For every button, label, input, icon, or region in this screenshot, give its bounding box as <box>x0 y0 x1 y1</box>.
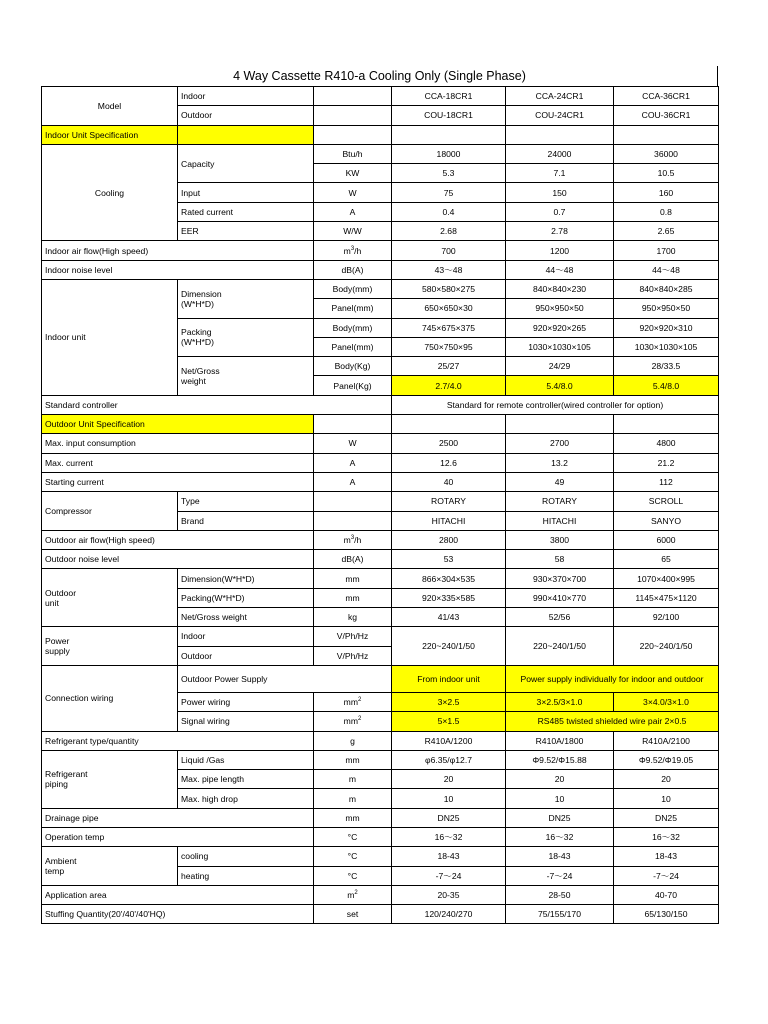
sub-label: Outdoor <box>178 106 314 125</box>
row-label-stuffing-quantity: Stuffing Quantity(20'/40'/40'HQ) <box>42 905 314 924</box>
row-label-standard-controller: Standard controller <box>42 395 392 414</box>
value-cell: 2500 <box>392 434 506 453</box>
unit-cell: °C <box>314 866 392 885</box>
value-cell: 5×1.5 <box>392 712 506 731</box>
unit-cell: $m^3/h$ <box>314 530 392 549</box>
value-cell: 920×920×310 <box>614 318 719 337</box>
value-cell: 10.5 <box>614 164 719 183</box>
row-label-refrigerant-piping: Refrigerant piping <box>42 750 178 808</box>
value-cell: 10 <box>392 789 506 808</box>
value-cell: 2.78 <box>506 222 614 241</box>
value-cell: 4800 <box>614 434 719 453</box>
section-heading-outdoor: Outdoor Unit Specification <box>42 415 314 434</box>
table-row <box>42 550 719 569</box>
unit-cell: mm <box>314 569 392 588</box>
value-cell: 1070×400×995 <box>614 569 719 588</box>
value-cell: 16～32 <box>506 827 614 846</box>
value-cell: DN25 <box>392 808 506 827</box>
value-cell: 52/56 <box>506 608 614 627</box>
value-cell: HITACHI <box>506 511 614 530</box>
value-cell: 5.4/8.0 <box>614 376 719 395</box>
value-cell: 24000 <box>506 144 614 163</box>
table-row <box>42 905 719 924</box>
value-cell: 1030×1030×105 <box>506 337 614 356</box>
table-row <box>42 827 719 846</box>
value-cell: 650×650×30 <box>392 299 506 318</box>
value-cell: -7～24 <box>506 866 614 885</box>
sub-label: cooling <box>178 847 314 866</box>
value-cell: From indoor unit <box>392 665 506 692</box>
row-label-cooling: Cooling <box>42 144 178 240</box>
value-cell: 150 <box>506 183 614 202</box>
row-label-compressor: Compressor <box>42 492 178 531</box>
value-cell: 65/130/150 <box>614 905 719 924</box>
unit-cell: $m^3/h$ <box>314 241 392 260</box>
unit-cell: Body(Kg) <box>314 357 392 376</box>
row-label-outdoor-airflow: Outdoor air flow(High speed) <box>42 530 314 549</box>
sub-label: Outdoor Power Supply <box>178 665 392 692</box>
sub-label: Outdoor <box>178 646 314 665</box>
value-cell: 112 <box>614 472 719 491</box>
row-label-operation-temp: Operation temp <box>42 827 314 846</box>
table-row <box>42 144 719 163</box>
value-cell: SCROLL <box>614 492 719 511</box>
table-row <box>42 453 719 472</box>
value-cell: 49 <box>506 472 614 491</box>
value-cell: 160 <box>614 183 719 202</box>
row-label-power-supply: Power supply <box>42 627 178 666</box>
unit-cell: Btu/h <box>314 144 392 163</box>
value-cell: 18-43 <box>614 847 719 866</box>
unit-cell: W <box>314 183 392 202</box>
unit-cell: A <box>314 453 392 472</box>
unit-cell: mm <box>314 808 392 827</box>
value-cell: HITACHI <box>392 511 506 530</box>
unit-cell: set <box>314 905 392 924</box>
unit-cell: V/Ph/Hz <box>314 646 392 665</box>
value-cell: 43～48 <box>392 260 506 279</box>
value-cell: COU-18CR1 <box>392 106 506 125</box>
sheet-title: 4 Way Cassette R410-a Cooling Only (Single Phase) <box>233 69 526 83</box>
table-row <box>42 885 719 904</box>
value-cell: 840×840×230 <box>506 279 614 298</box>
unit-cell <box>314 492 392 511</box>
sub-label: heating <box>178 866 314 885</box>
value-cell: 6000 <box>614 530 719 549</box>
value-cell: 0.4 <box>392 202 506 221</box>
sub-label: Capacity <box>178 144 314 183</box>
value-cell: 700 <box>392 241 506 260</box>
table-row <box>42 260 719 279</box>
table-row <box>42 731 719 750</box>
value-cell: RS485 twisted shielded wire pair 2×0.5 <box>506 712 719 731</box>
table-row <box>42 627 719 646</box>
value-cell: CCA-24CR1 <box>506 87 614 106</box>
value-cell: 20 <box>506 770 614 789</box>
value-cell: 745×675×375 <box>392 318 506 337</box>
value-cell: 18000 <box>392 144 506 163</box>
value-cell: 1200 <box>506 241 614 260</box>
value-cell: 75/155/170 <box>506 905 614 924</box>
value-cell: 58 <box>506 550 614 569</box>
value-cell: 1700 <box>614 241 719 260</box>
unit-cell: Panel(Kg) <box>314 376 392 395</box>
value-cell: -7～24 <box>614 866 719 885</box>
value-cell: 840×840×285 <box>614 279 719 298</box>
sub-label: Signal wiring <box>178 712 314 731</box>
value-cell: 10 <box>506 789 614 808</box>
sub-label: Max. high drop <box>178 789 314 808</box>
section-heading-indoor: Indoor Unit Specification <box>42 125 178 144</box>
table-row <box>42 530 719 549</box>
sub-label: Packing(W*H*D) <box>178 588 314 607</box>
sub-label: Indoor <box>178 627 314 646</box>
value-cell: 24/29 <box>506 357 614 376</box>
value-cell: 0.7 <box>506 202 614 221</box>
unit-cell: A <box>314 472 392 491</box>
value-cell: 16～32 <box>614 827 719 846</box>
unit-cell: °C <box>314 847 392 866</box>
sub-label: Power wiring <box>178 692 314 711</box>
value-cell: 92/100 <box>614 608 719 627</box>
value-cell: DN25 <box>506 808 614 827</box>
unit-cell: g <box>314 731 392 750</box>
value-cell: 750×750×95 <box>392 337 506 356</box>
row-label-connection-wiring: Connection wiring <box>42 665 178 731</box>
table-row <box>42 492 719 511</box>
unit-cell: dB(A) <box>314 550 392 569</box>
unit-cell: m <box>314 789 392 808</box>
unit-cell <box>314 106 392 125</box>
value-cell: 41/43 <box>392 608 506 627</box>
unit-cell: Panel(mm) <box>314 337 392 356</box>
value-cell: 12.6 <box>392 453 506 472</box>
value-cell: 44～48 <box>506 260 614 279</box>
table-row <box>42 395 719 414</box>
value-cell: 28/33.5 <box>614 357 719 376</box>
sub-label: EER <box>178 222 314 241</box>
unit-cell: Body(mm) <box>314 318 392 337</box>
value-cell: 16～32 <box>392 827 506 846</box>
row-label-indoor-airflow: Indoor air flow(High speed) <box>42 241 314 260</box>
unit-cell: dB(A) <box>314 260 392 279</box>
value-cell: DN25 <box>614 808 719 827</box>
unit-cell: m <box>314 770 392 789</box>
table-row <box>42 415 719 434</box>
row-label-indoor-unit: Indoor unit <box>42 279 178 395</box>
value-cell: 40-70 <box>614 885 719 904</box>
table-row <box>42 665 719 692</box>
value-cell: 220~240/1/50 <box>506 627 614 666</box>
value-cell: 3×2.5 <box>392 692 506 711</box>
sub-label: Max. pipe length <box>178 770 314 789</box>
value-cell: SANYO <box>614 511 719 530</box>
sub-label: Net/Gross weight <box>178 608 314 627</box>
value-cell: Power supply individually for indoor and outdoor <box>506 665 719 692</box>
sub-label: Net/Gross weight <box>178 357 314 396</box>
value-cell: R410A/1800 <box>506 731 614 750</box>
value-cell: 10 <box>614 789 719 808</box>
table-row <box>42 279 719 298</box>
value-cell: 0.8 <box>614 202 719 221</box>
row-label-max-current: Max. current <box>42 453 314 472</box>
value-cell: 930×370×700 <box>506 569 614 588</box>
unit-cell: °C <box>314 827 392 846</box>
unit-cell: W <box>314 434 392 453</box>
sub-label: Type <box>178 492 314 511</box>
value-cell: φ6.35/φ12.7 <box>392 750 506 769</box>
table-row <box>42 847 719 866</box>
sub-label: Indoor <box>178 87 314 106</box>
value-cell: 36000 <box>614 144 719 163</box>
row-label-ambient-temp: Ambient temp <box>42 847 178 886</box>
table-row <box>42 241 719 260</box>
value-cell: 220~240/1/50 <box>614 627 719 666</box>
unit-cell: A <box>314 202 392 221</box>
value-cell: 75 <box>392 183 506 202</box>
value-cell: 2.65 <box>614 222 719 241</box>
value-cell: 20 <box>614 770 719 789</box>
sub-label: Rated current <box>178 202 314 221</box>
unit-cell: Body(mm) <box>314 279 392 298</box>
unit-cell: V/Ph/Hz <box>314 627 392 646</box>
unit-cell <box>314 87 392 106</box>
row-label-outdoor-noise: Outdoor noise level <box>42 550 314 569</box>
value-cell: 990×410×770 <box>506 588 614 607</box>
value-cell: 3800 <box>506 530 614 549</box>
unit-cell: $m^2$ <box>314 885 392 904</box>
value-cell: 950×950×50 <box>614 299 719 318</box>
unit-cell: $mm^2$ <box>314 692 392 711</box>
row-label-application-area: Application area <box>42 885 314 904</box>
value-cell: 20-35 <box>392 885 506 904</box>
value-cell: 2700 <box>506 434 614 453</box>
value-cell: 920×920×265 <box>506 318 614 337</box>
value-cell: R410A/1200 <box>392 731 506 750</box>
sub-label: Dimension (W*H*D) <box>178 279 314 318</box>
row-label-indoor-noise: Indoor noise level <box>42 260 314 279</box>
value-cell: 21.2 <box>614 453 719 472</box>
sub-label: Brand <box>178 511 314 530</box>
table-row <box>42 434 719 453</box>
value-cell: 2800 <box>392 530 506 549</box>
value-cell: 5.4/8.0 <box>506 376 614 395</box>
table-row <box>42 808 719 827</box>
value-cell: 120/240/270 <box>392 905 506 924</box>
row-label-outdoor-unit: Outdoor unit <box>42 569 178 627</box>
title-border <box>717 66 718 86</box>
table-row <box>42 125 719 144</box>
value-cell: 65 <box>614 550 719 569</box>
value-cell: 3×4.0/3×1.0 <box>614 692 719 711</box>
value-cell: COU-24CR1 <box>506 106 614 125</box>
value-cell: 40 <box>392 472 506 491</box>
value-cell: 2.68 <box>392 222 506 241</box>
heading-fill <box>178 125 314 144</box>
row-label-model: Model <box>42 87 178 126</box>
table-row <box>42 87 719 106</box>
row-label-drainage: Drainage pipe <box>42 808 314 827</box>
value-cell: 20 <box>392 770 506 789</box>
value-cell: 3×2.5/3×1.0 <box>506 692 614 711</box>
unit-cell <box>314 511 392 530</box>
value-cell: Standard for remote controller(wired controller for option) <box>392 395 719 414</box>
sub-label: Liquid /Gas <box>178 750 314 769</box>
value-cell: 920×335×585 <box>392 588 506 607</box>
value-cell: 580×580×275 <box>392 279 506 298</box>
row-label-refrigerant-type: Refrigerant type/quantity <box>42 731 314 750</box>
unit-cell: $mm^2$ <box>314 712 392 731</box>
spec-table <box>41 86 719 924</box>
unit-cell: mm <box>314 588 392 607</box>
value-cell: CCA-36CR1 <box>614 87 719 106</box>
value-cell: ROTARY <box>392 492 506 511</box>
value-cell: Φ9.52/Φ19.05 <box>614 750 719 769</box>
value-cell: CCA-18CR1 <box>392 87 506 106</box>
value-cell: 44～48 <box>614 260 719 279</box>
value-cell: 866×304×535 <box>392 569 506 588</box>
unit-cell: W/W <box>314 222 392 241</box>
table-row <box>42 750 719 769</box>
value-cell: Φ9.52/Φ15.88 <box>506 750 614 769</box>
row-label-max-input: Max. input consumption <box>42 434 314 453</box>
value-cell: ROTARY <box>506 492 614 511</box>
value-cell: -7～24 <box>392 866 506 885</box>
value-cell: 25/27 <box>392 357 506 376</box>
unit-cell: mm <box>314 750 392 769</box>
value-cell: 5.3 <box>392 164 506 183</box>
unit-cell: KW <box>314 164 392 183</box>
value-cell: 1145×475×1120 <box>614 588 719 607</box>
value-cell: R410A/2100 <box>614 731 719 750</box>
value-cell: 28-50 <box>506 885 614 904</box>
row-label-starting-current: Starting current <box>42 472 314 491</box>
table-row <box>42 569 719 588</box>
sub-label: Input <box>178 183 314 202</box>
value-cell: 1030×1030×105 <box>614 337 719 356</box>
value-cell: 18-43 <box>506 847 614 866</box>
value-cell: 2.7/4.0 <box>392 376 506 395</box>
value-cell: 18-43 <box>392 847 506 866</box>
value-cell: 220~240/1/50 <box>392 627 506 666</box>
table-row <box>42 472 719 491</box>
unit-cell: Panel(mm) <box>314 299 392 318</box>
value-cell: COU-36CR1 <box>614 106 719 125</box>
sub-label: Packing (W*H*D) <box>178 318 314 357</box>
value-cell: 950×950×50 <box>506 299 614 318</box>
value-cell: 13.2 <box>506 453 614 472</box>
value-cell: 7.1 <box>506 164 614 183</box>
unit-cell: kg <box>314 608 392 627</box>
value-cell: 53 <box>392 550 506 569</box>
sub-label: Dimension(W*H*D) <box>178 569 314 588</box>
